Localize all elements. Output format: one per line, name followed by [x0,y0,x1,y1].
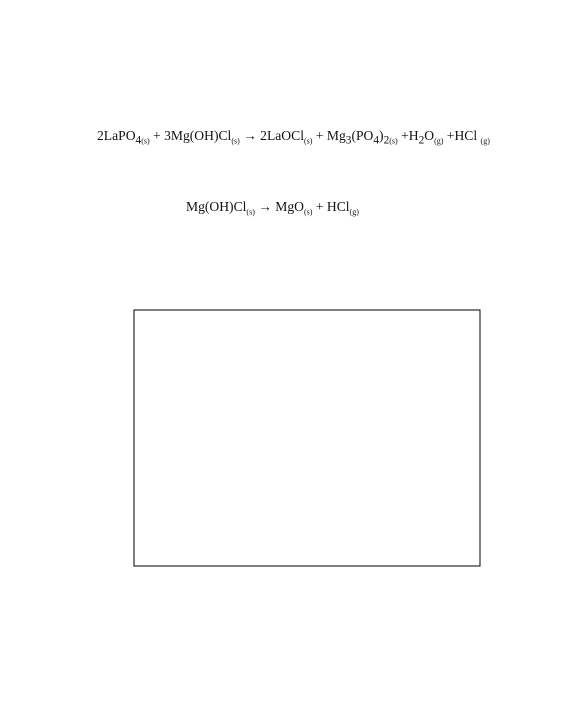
plot-frame [134,310,480,566]
xrd-chart [0,297,567,627]
equation-6: $Mg(OH)Cl_{(s)} \to MgO_{(s)} + HCl_{(g)}$ [186,199,359,217]
equation-5: 2LaPO$_{4(s)}$ + $3Mg(OH)Cl_{(s)}$ → 2LaOCl$_{(s)}$ + $Mg_3(PO_4)_{2(s)} +H_2O_{(g)} +HCl$ $_{(g)}$ [97,128,490,147]
